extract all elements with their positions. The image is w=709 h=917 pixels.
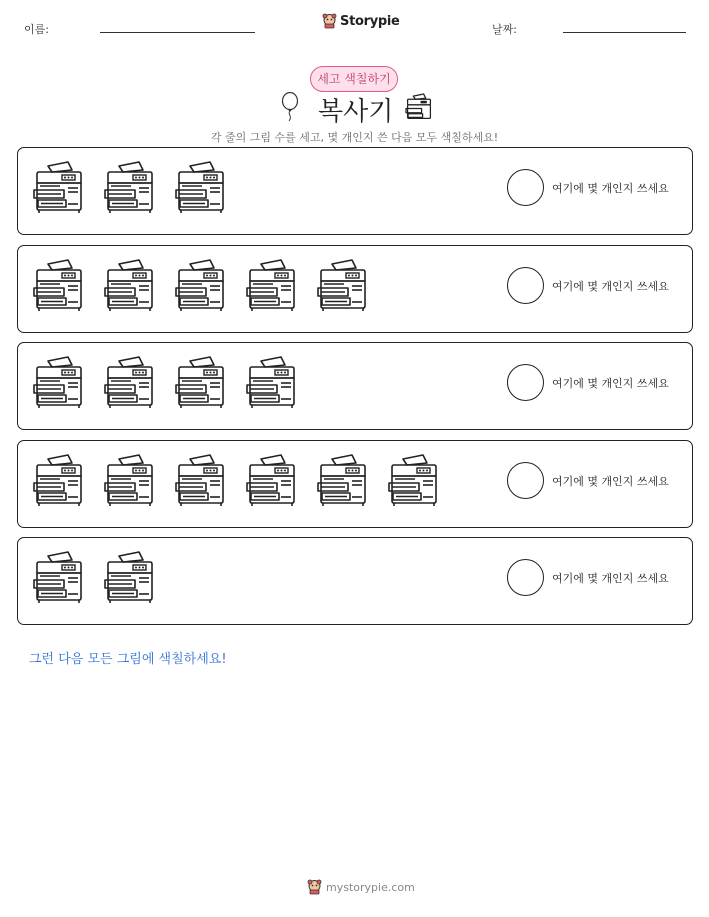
copier-icon <box>103 453 157 507</box>
copier-icon <box>103 258 157 312</box>
copier-icon <box>32 453 86 507</box>
count-row <box>17 147 693 235</box>
footer <box>307 879 415 895</box>
copier-icon <box>174 258 228 312</box>
copier-icon <box>245 355 299 409</box>
instructions: 각 줄의 그림 수를 세고, 몇 개인지 쓴 다음 모두 색칠하세요! <box>210 131 499 144</box>
page-title: 복사기 <box>318 97 394 127</box>
storypie-logo-icon <box>307 879 322 895</box>
copier-icon <box>387 453 441 507</box>
count-row <box>17 537 693 625</box>
balloon-icon <box>280 92 300 122</box>
answer-prompt: 여기에 몇 개인지 쓰세요 <box>552 572 669 585</box>
count-row <box>17 342 693 430</box>
activity-badge: 세고 색칠하기 <box>310 66 398 92</box>
copier-icon <box>316 453 370 507</box>
copier-icon <box>174 453 228 507</box>
answer-prompt: 여기에 몇 개인지 쓰세요 <box>552 377 669 390</box>
answer-circle[interactable] <box>507 559 544 596</box>
copier-icon <box>32 258 86 312</box>
copier-icon <box>404 93 434 121</box>
copier-icon <box>32 550 86 604</box>
brand-name: Storypie <box>340 13 400 29</box>
copier-icon <box>32 355 86 409</box>
footer-instruction: 그런 다음 모든 그림에 색칠하세요! <box>29 652 227 667</box>
name-line[interactable] <box>100 32 255 33</box>
answer-circle[interactable] <box>507 462 544 499</box>
copier-icon <box>103 550 157 604</box>
answer-prompt: 여기에 몇 개인지 쓰세요 <box>552 475 669 488</box>
answer-circle[interactable] <box>507 364 544 401</box>
copier-icon <box>316 258 370 312</box>
copier-icon <box>174 355 228 409</box>
date-line[interactable] <box>563 32 686 33</box>
copier-icon <box>245 453 299 507</box>
answer-prompt: 여기에 몇 개인지 쓰세요 <box>552 280 669 293</box>
copier-icon <box>103 355 157 409</box>
date-label: 날짜: <box>492 23 517 36</box>
answer-circle[interactable] <box>507 169 544 206</box>
count-row <box>17 440 693 528</box>
count-row <box>17 245 693 333</box>
copier-icon <box>32 160 86 214</box>
storypie-logo-icon <box>322 13 337 29</box>
footer-site: mystorypie.com <box>326 880 415 894</box>
brand <box>322 13 400 29</box>
copier-icon <box>103 160 157 214</box>
answer-prompt: 여기에 몇 개인지 쓰세요 <box>552 182 669 195</box>
copier-icon <box>174 160 228 214</box>
name-label: 이름: <box>24 23 49 36</box>
answer-circle[interactable] <box>507 267 544 304</box>
copier-icon <box>245 258 299 312</box>
